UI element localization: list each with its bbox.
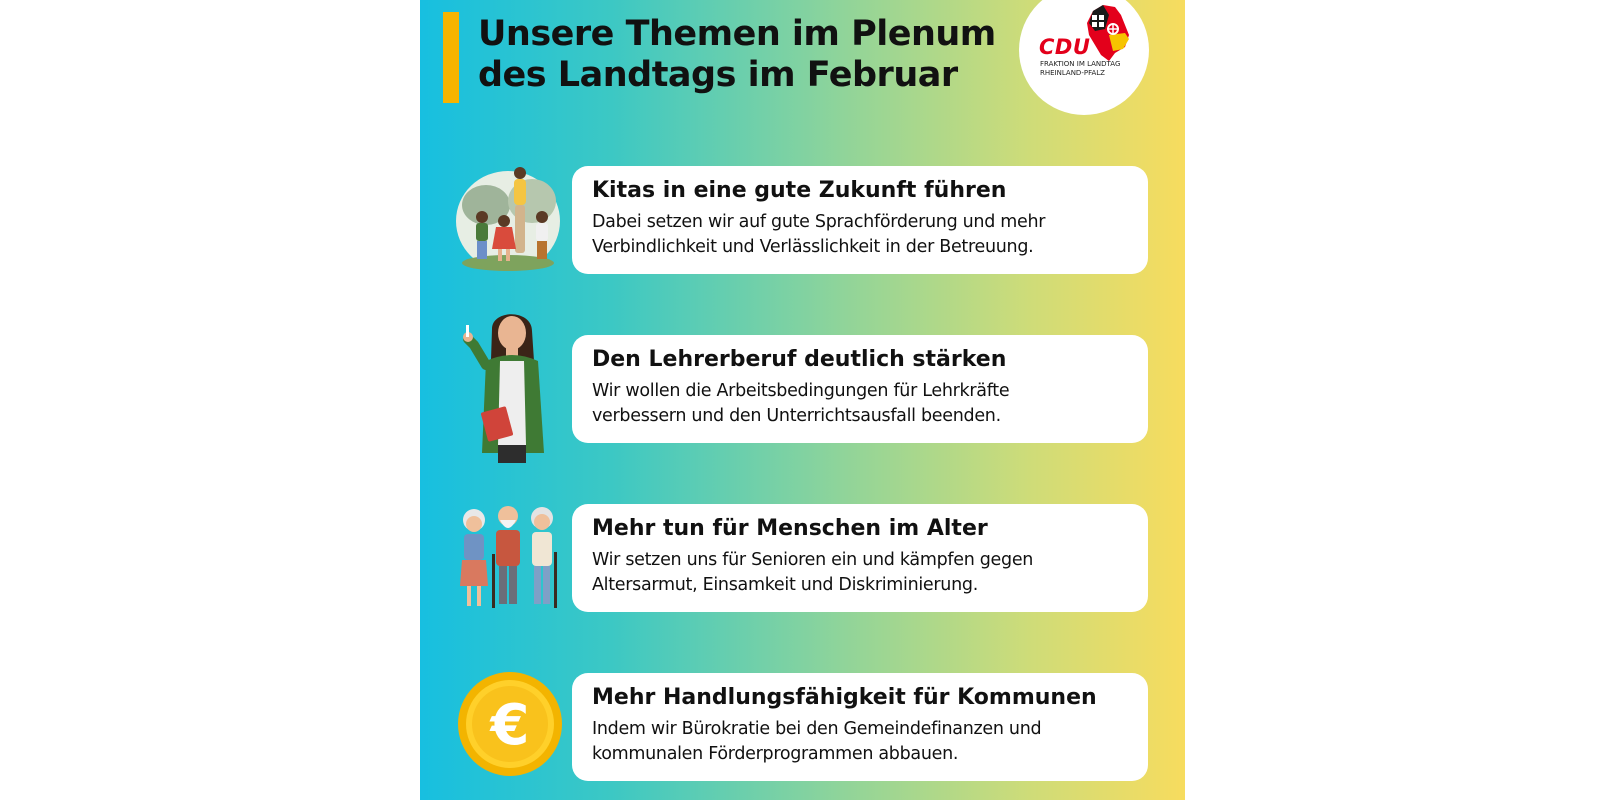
title-line-2: des Landtags im Februar [478, 55, 958, 95]
topic-card-lehrerberuf [572, 335, 1148, 443]
poster [420, 0, 1185, 800]
topic-body [592, 379, 1137, 429]
topic-body-line: Indem wir Bürokratie bei den Gemeindefinanzen und [592, 719, 1042, 739]
topic-body-line: Verbindlichkeit und Verlässlichkeit in der Betreuung. [592, 237, 1034, 257]
teacher-illustration [460, 305, 560, 465]
euro-coin-icon [456, 670, 564, 778]
cdu-logo [1019, 0, 1149, 115]
rheinland-pfalz-map-icon [1085, 5, 1133, 63]
topic-card-alter [572, 504, 1148, 612]
topic-body-line: Wir setzen uns für Senioren ein und kämpfen gegen [592, 550, 1034, 570]
topic-heading: Mehr Handlungsfähigkeit für Kommunen [592, 685, 1097, 710]
kita-children-illustration [454, 165, 562, 273]
topic-body [592, 717, 1137, 767]
topic-card-kitas [572, 166, 1148, 274]
page-title [478, 14, 1038, 96]
topic-heading: Mehr tun für Menschen im Alter [592, 516, 988, 541]
topic-body-line: Dabei setzen wir auf gute Sprachförderung und mehr [592, 212, 1046, 232]
topic-body-line: verbessern und den Unterrichtsausfall beenden. [592, 406, 1001, 426]
seniors-illustration [454, 502, 562, 612]
topic-card-kommunen [572, 673, 1148, 781]
logo-subtitle [1040, 60, 1120, 78]
topic-body [592, 210, 1137, 260]
topic-body-line: Wir wollen die Arbeitsbedingungen für Lehrkräfte [592, 381, 1010, 401]
topic-body [592, 548, 1137, 598]
topic-body-line: kommunalen Förderprogrammen abbauen. [592, 744, 959, 764]
topic-heading: Kitas in eine gute Zukunft führen [592, 178, 1007, 203]
topic-body-line: Altersarmut, Einsamkeit und Diskriminierung. [592, 575, 978, 595]
logo-sub-line-2: RHEINLAND-PFALZ [1040, 69, 1105, 77]
title-line-1: Unsere Themen im Plenum [478, 14, 996, 54]
topic-heading: Den Lehrerberuf deutlich stärken [592, 347, 1007, 372]
svg-text:€: € [490, 693, 530, 758]
logo-brand: CDU [1039, 35, 1091, 59]
logo-sub-line-1: FRAKTION IM LANDTAG [1040, 60, 1121, 68]
title-accent-bar [443, 12, 459, 103]
